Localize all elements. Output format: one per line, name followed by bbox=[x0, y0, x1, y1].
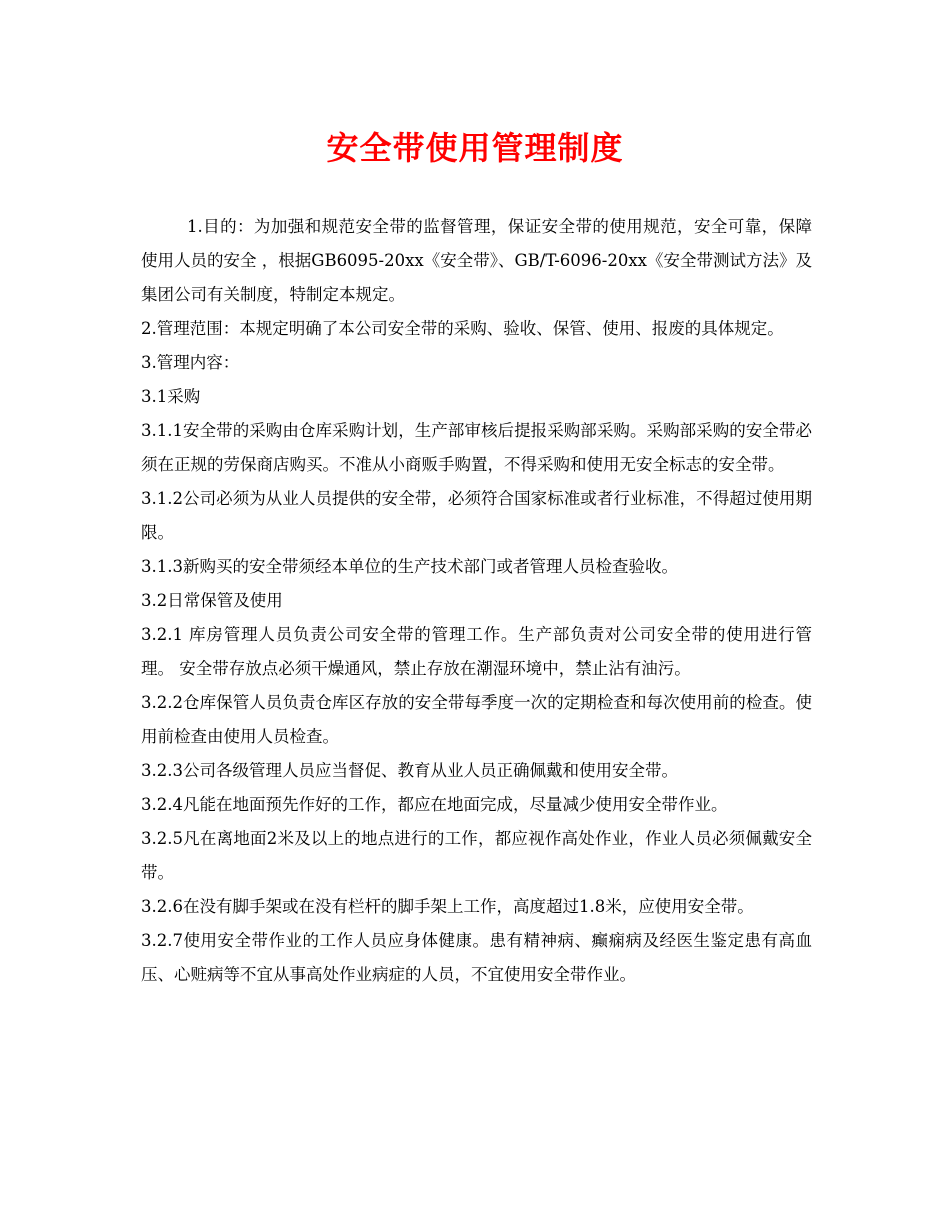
paragraph-3-1-1: 3.1.1安全带的采购由仓库采购计划，生产部审核后提报采购部采购。采购部采购的安全带必须在正规的劳保商店购买。不准从小商贩手购置，不得采购和使用无安全标志的安全带。 bbox=[141, 421, 812, 474]
paragraph-3-2-1: 3.2.1 库房管理人员负责公司安全带的管理工作。生产部负责对公司安全带的使用进行管理。 安全带存放点必须干燥通风，禁止存放在潮湿环境中，禁止沾有油污。 bbox=[141, 625, 812, 678]
paragraph-3-2-4: 3.2.4凡能在地面预先作好的工作，都应在地面完成，尽量减少使用安全带作业。 bbox=[141, 795, 728, 814]
paragraph-scope: 2.管理范围：本规定明确了本公司安全带的采购、验收、保管、使用、报废的具体规定。 bbox=[141, 319, 784, 338]
paragraph-3-2-7: 3.2.7使用安全带作业的工作人员应身体健康。患有精神病、癫痫病及经医生鉴定患有高血压、心赃病等不宜从事高处作业病症的人员，不宜使用安全带作业。 bbox=[141, 931, 812, 984]
paragraph-3-1-2: 3.1.2公司必须为从业人员提供的安全带，必须符合国家标准或者行业标准，不得超过使用期限。 bbox=[141, 489, 812, 542]
paragraph-3-2-3: 3.2.3公司各级管理人员应当督促、教育从业人员正确佩戴和使用安全带。 bbox=[141, 761, 678, 780]
section-heading-daily-custody: 3.2日常保管及使用 bbox=[141, 591, 283, 610]
document-title: 安全带使用管理制度 bbox=[326, 129, 624, 167]
section-heading-procurement: 3.1采购 bbox=[141, 387, 201, 406]
paragraph-purpose: 1.目的：为加强和规范安全带的监督管理，保证安全带的使用规范，安全可靠，保障使用人员的安全 ，根据GB6095-20xx《安全带》、GB/T-6096-20xx《安全带测试方法》及集团公司有关制度，特制定本规定。 bbox=[141, 217, 812, 304]
paragraph-3-2-2: 3.2.2仓库保管人员负责仓库区存放的安全带每季度一次的定期检查和每次使用前的检查。使用前检查由使用人员检查。 bbox=[141, 693, 812, 746]
paragraph-3-1-3: 3.1.3新购买的安全带须经本单位的生产技术部门或者管理人员检查验收。 bbox=[141, 557, 678, 576]
paragraph-3-2-5: 3.2.5凡在离地面2米及以上的地点进行的工作，都应视作高处作业，作业人员必须佩戴安全带。 bbox=[141, 829, 812, 882]
paragraph-3-2-6: 3.2.6在没有脚手架或在没有栏杆的脚手架上工作，高度超过1.8米，应使用安全带。 bbox=[141, 897, 754, 916]
section-heading-management-content: 3.管理内容： bbox=[141, 353, 240, 372]
document-body bbox=[141, 210, 812, 992]
